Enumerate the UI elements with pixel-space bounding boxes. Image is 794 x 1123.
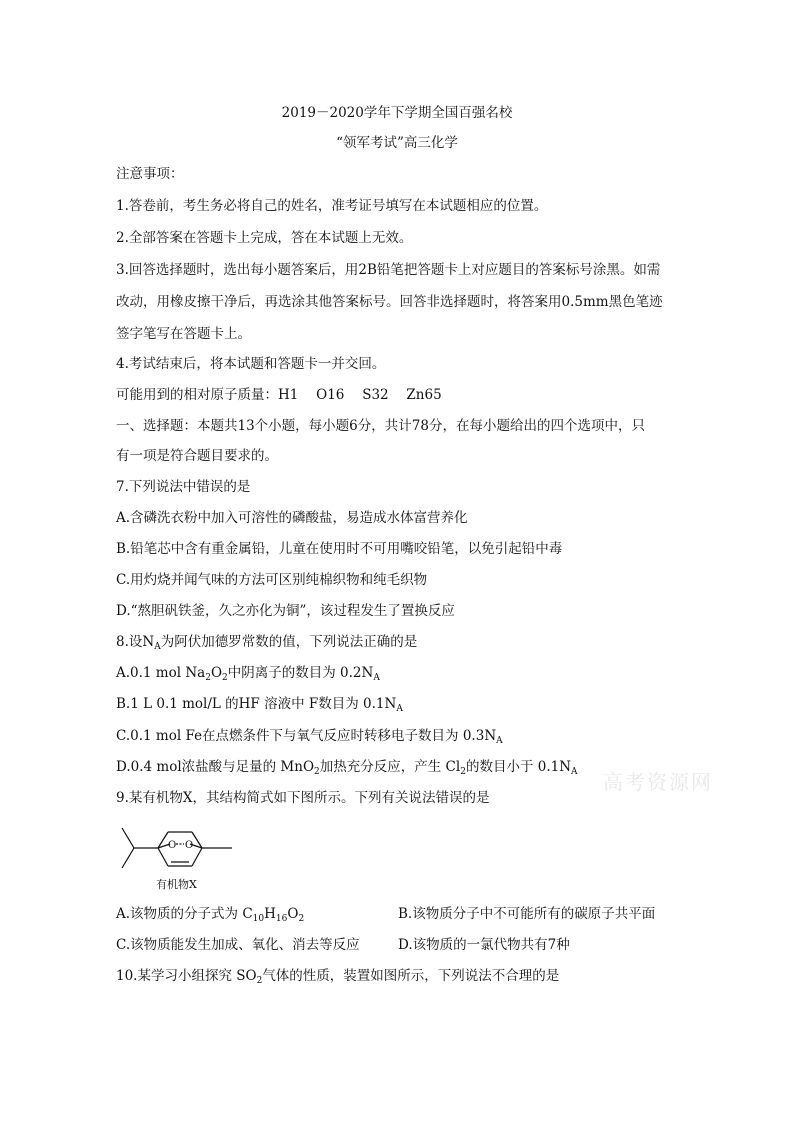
q7-option-c: C.用灼烧并闻气味的方法可区别纯棉织物和纯毛织物 <box>116 572 428 588</box>
q7-option-b: B.铅笔芯中含有重金属铅，儿童在使用时不可用嘴咬铅笔，以免引起铅中毒 <box>116 541 563 557</box>
q7-stem: 7.下列说法中错误的是 <box>116 479 251 495</box>
note-1: 1.答卷前，考生务必将自己的姓名，准考证号填写在本试题相应的位置。 <box>116 198 548 214</box>
q8-option-b: B.1 L 0.1 mol/L 的HF 溶液中 F数目为 $0.1N_A$ <box>116 696 403 714</box>
note-2: 2.全部答案在答题卡上完成，答在本试题上无效。 <box>116 230 413 246</box>
q9-option-d: D.该物质的一氯代物共有7种 <box>398 937 570 953</box>
exam-subtitle: “领军考试”高三化学 <box>336 135 458 151</box>
note-3-line-1: 3.回答选择题时，选出每小题答案后，用2B铅笔把答题卡上对应题目的答案标号涂黑。如需 <box>116 262 661 278</box>
note-4: 4.考试结束后，将本试题和答题卡一并交回。 <box>116 356 386 372</box>
notes-heading: 注意事项： <box>116 166 184 182</box>
q9-option-a: A.该物质的分子式为 $C_{10}H_{16}O_2$ <box>116 906 305 924</box>
q9-option-b: B.该物质分子中不可能所有的碳原子共平面 <box>398 906 656 922</box>
q7-option-d: D.“熬胆矾铁釜，久之亦化为铜”，该过程发生了置换反应 <box>116 603 455 619</box>
section-1-instructions: 一、选择题：本题共13个小题，每小题6分，共计78分，在每小题给出的四个选项中，只 <box>116 418 645 434</box>
ring-oxygen-label-2: O <box>185 840 194 851</box>
section-1-instructions-cont: 有一项是符合题目要求的。 <box>116 448 278 464</box>
q10-stem: 10.某学习小组探究 $SO_2$气体的性质，装置如图所示，下列说法不合理的是 <box>116 968 560 986</box>
watermark: 高考资源网 <box>603 770 713 794</box>
q8-option-a: A.0.1 mol $Na_2O_2$中阴离子的数目为 $0.2N_A$ <box>116 665 380 683</box>
q8-option-d: D.0.4 mol浓盐酸与足量的 MnO$_2$加热充分反应，产生 $Cl_2$的数目小于 $0.1N_A$ <box>116 759 578 777</box>
q8-option-c: C.0.1 mol Fe在点燃条件下与氧气反应时转移电子数目为 $0.3N_A$ <box>116 728 503 746</box>
figure-caption: 有机物X <box>156 878 197 891</box>
structure-figure <box>110 818 250 894</box>
ring-oxygen-label-1: O <box>168 840 177 851</box>
q8-stem: 8.设$N_A$为阿伏加德罗常数的值，下列说法正确的是 <box>116 634 418 652</box>
note-3-line-3: 签字笔写在答题卡上。 <box>116 326 251 342</box>
q7-option-a: A.含磷洗衣粉中加入可溶性的磷酸盐，易造成水体富营养化 <box>116 510 468 526</box>
q9-stem: 9.某有机物X，其结构简式如下图所示。下列有关说法错误的是 <box>116 790 490 806</box>
note-3-line-2: 改动，用橡皮擦干净后，再选涂其他答案标号。回答非选择题时，将答案用0.5mm黑色笔迹 <box>116 294 663 310</box>
atomic-masses: 可能用到的相对原子质量：H1 O16 S32 Zn65 <box>116 387 442 403</box>
q9-option-c: C.该物质能发生加成、氧化、消去等反应 <box>116 937 360 953</box>
exam-title: 2019－2020学年下学期全国百强名校 <box>281 105 513 121</box>
